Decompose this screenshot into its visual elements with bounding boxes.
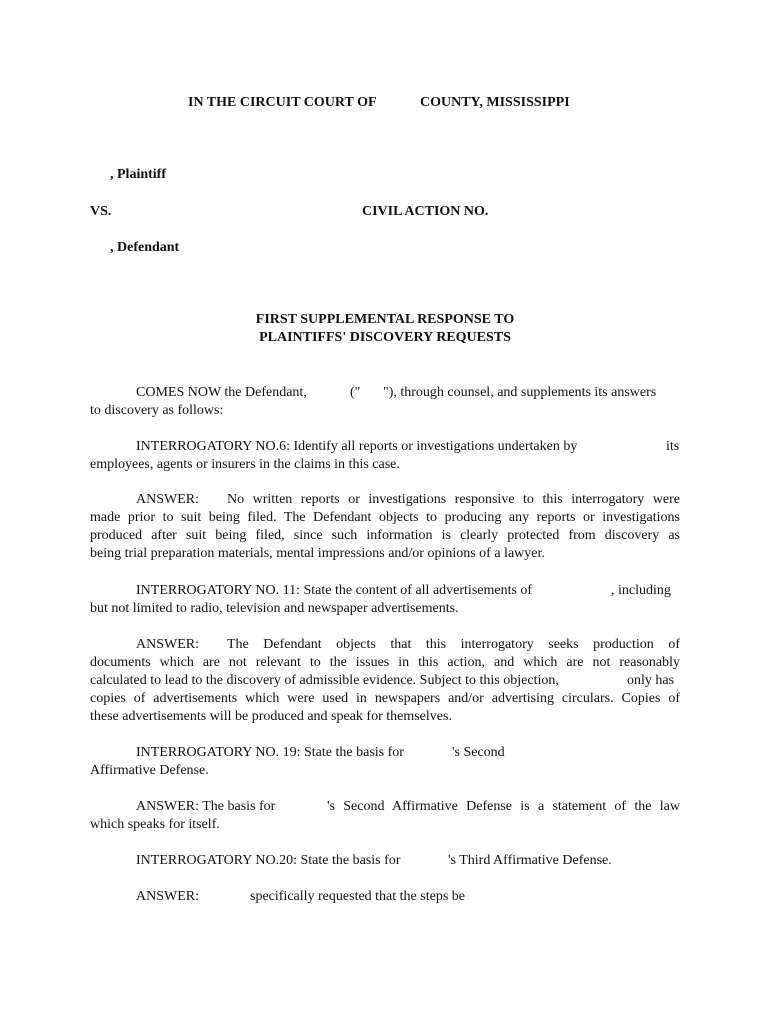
interrogatory-11-text-b: , including — [611, 583, 671, 598]
answer-6-line-1: No written reports or investigations responsive to this interrogatory were — [227, 492, 680, 507]
versus-label: VS. — [90, 204, 112, 219]
answer-11-label: ANSWER: — [136, 637, 199, 652]
interrogatory-20-text-b: 's Third Affirmative Defense. — [448, 853, 612, 868]
document-title-line-2: PLAINTIFFS' DISCOVERY REQUESTS — [259, 330, 511, 345]
defendant-label: , Defendant — [110, 240, 180, 255]
answer-20-text: specifically requested that the steps be — [250, 889, 465, 904]
answer-20-label: ANSWER: — [136, 889, 199, 904]
answer-19-text-a: ANSWER: The basis for — [136, 799, 276, 814]
answer-6-line-2: made prior to suit being filed. The Defendant objects to producing any reports or investigations — [90, 510, 680, 525]
answer-19-text-b: 's Second Affirmative Defense is a statement of the law — [327, 799, 680, 814]
interrogatory-6-text-a: INTERROGATORY NO.6: Identify all reports or investigations undertaken by — [136, 439, 578, 454]
court-name-left: IN THE CIRCUIT COURT OF — [188, 95, 377, 110]
civil-action-label: CIVIL ACTION NO. — [362, 204, 489, 219]
answer-11-line-4: copies of advertisements which were used in newspapers and/or advertising circulars. Copies of — [90, 691, 680, 706]
intro-text-line-2: to discovery as follows: — [90, 403, 224, 418]
intro-text-c: "), through counsel, and supplements its answers — [383, 385, 657, 400]
answer-11-line-2: documents which are not relevant to the issues in this action, and which are not reasonably — [90, 655, 680, 670]
answer-6-line-3: produced after suit being filed, since such information is clearly protected from discovery as — [90, 528, 680, 543]
court-name-right: COUNTY, MISSISSIPPI — [420, 95, 570, 110]
interrogatory-19-line-2: Affirmative Defense. — [90, 763, 209, 778]
intro-text-b: (" — [350, 385, 361, 400]
plaintiff-label: , Plaintiff — [110, 167, 166, 182]
answer-11-line-3b: only has — [627, 673, 675, 688]
answer-6-label: ANSWER: — [136, 492, 199, 507]
answer-11-line-3a: calculated to lead to the discovery of admissible evidence. Subject to this objection, — [90, 673, 559, 688]
answer-11-line-5: these advertisements will be produced and speak for themselves. — [90, 709, 452, 724]
document-title-line-1: FIRST SUPPLEMENTAL RESPONSE TO — [255, 312, 515, 327]
interrogatory-6-text-b: its — [666, 439, 680, 454]
answer-6-line-4: being trial preparation materials, mental impressions and/or opinions of a lawyer. — [90, 546, 545, 561]
interrogatory-11-line-2: but not limited to radio, television and newspaper advertisements. — [90, 601, 459, 616]
intro-text-a: COMES NOW the Defendant, — [136, 385, 307, 400]
interrogatory-19-text-b: 's Second — [452, 745, 505, 760]
interrogatory-6-line-2: employees, agents or insurers in the claims in this case. — [90, 457, 400, 472]
answer-11-line-1: The Defendant objects that this interrogatory seeks production of — [227, 637, 680, 652]
interrogatory-19-text-a: INTERROGATORY NO. 19: State the basis for — [136, 745, 404, 760]
answer-19-line-2: which speaks for itself. — [90, 817, 220, 832]
interrogatory-20-text-a: INTERROGATORY NO.20: State the basis for — [136, 853, 401, 868]
interrogatory-11-text-a: INTERROGATORY NO. 11: State the content of all advertisements of — [136, 583, 533, 598]
